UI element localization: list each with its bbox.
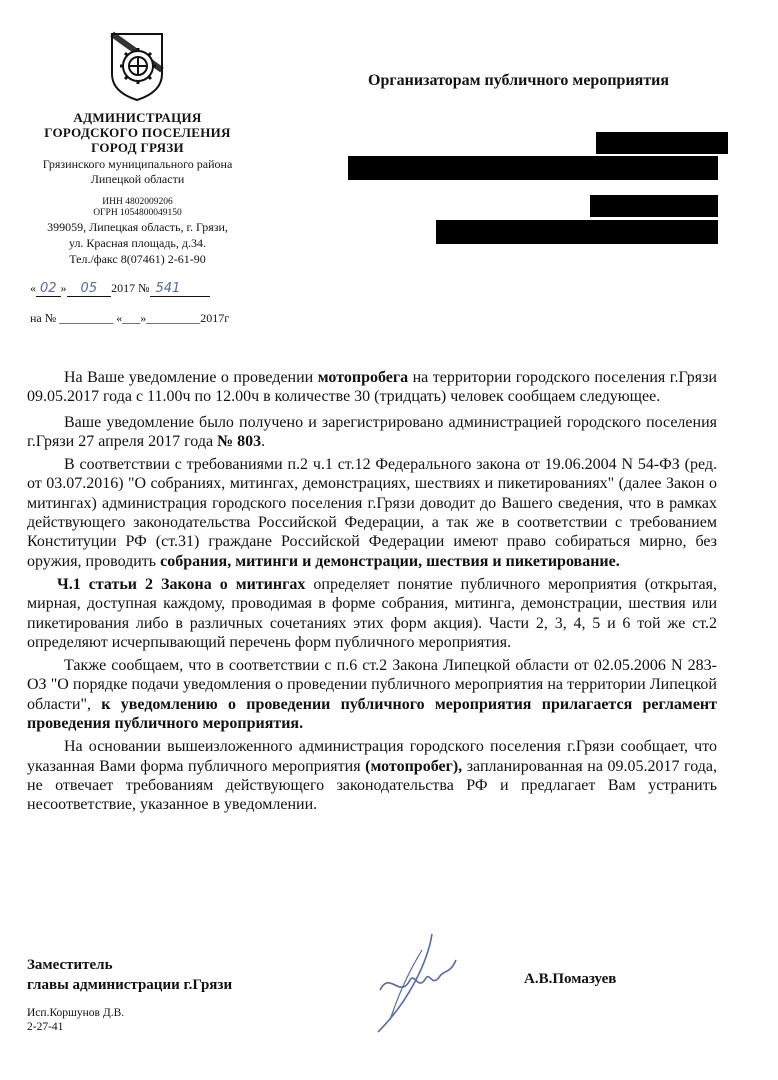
- reply-reference-line: на № _________ «___»_________2017г: [30, 311, 230, 325]
- paragraph-1: [27, 368, 717, 407]
- paragraph-5: [27, 656, 717, 733]
- p5-text-a: Также сообщаем, что в соответствии с п.6 ст.2 Закона Липецкой области от 02.05.2006 N 283-ОЗ "О порядке подачи уведомления о проведении публичного мероприятия на территории Липецкой области",: [27, 657, 717, 713]
- signatory-name: А.В.Помазуев: [524, 971, 617, 987]
- p4-bold: Ч.1 статьи 2 Закона о митингах: [57, 575, 306, 593]
- executor-name: Исп.Коршунов Д.В.: [27, 1007, 125, 1019]
- p6-text-c: запланированная на 09.05.2017 года, не отвечает требованиям действующего законодательства РФ и предлагает Вам устранить несоответствие, указанное в уведомлении.: [27, 757, 717, 814]
- district-line1: Грязинского муниципального района: [42, 157, 233, 171]
- signatory-title: [27, 955, 232, 995]
- district-line2: Липецкой области: [90, 172, 185, 186]
- p3-text-a: В соответствии с требованиями п.2 ч.1 ст.12 Федерального закона от 19.06.2004 N 54-ФЗ (ред. от 03.07.2016) "О собраниях, митингах, демонстрациях, шествиях и пикетированиях" (далее Закон о митингах) администрация городского поселения г.Грязи доводит до Вашего сведения, что в рамках действующего законодательства Российской Федерации, а так же в соответствии с требованием Конституции РФ (ст.31) граждане Российской Федерации имеют право собираться мирно, без оружия, проводить: [27, 456, 717, 570]
- p1-bold: мотопробега: [317, 369, 409, 386]
- p3-bold: собрания, митинги и демонстрации, шествия и пикетирование.: [160, 552, 620, 570]
- addressee: Организаторам публичного мероприятия: [368, 72, 670, 89]
- p1-text-c: на территории городского поселения г.Грязи 09.05.2017 года с 11.00ч по 12.00ч в количестве 30 (тридцать) человек сообщаем следующее.: [27, 369, 717, 406]
- paragraph-4: [27, 575, 717, 652]
- letter-body: [27, 368, 717, 815]
- address-line2: ул. Красная площадь, д.34.: [68, 236, 207, 250]
- registration-number-handwritten: 541: [150, 281, 211, 297]
- date-open-quote: «: [30, 281, 36, 295]
- year-number-label: 2017 №: [111, 281, 150, 295]
- registration-date-line: [30, 281, 210, 296]
- org-name-line2: ГОРОДСКОГО ПОСЕЛЕНИЯ: [44, 125, 231, 140]
- organization-header: [10, 110, 265, 267]
- phone: Тел./факс 8(07461) 2-61-90: [69, 252, 206, 266]
- p4-text-b: определяет понятие публичного мероприятия (открытая, мирная, доступная каждому, проводимая в форме собрания, митинга, демонстрации, шествия или пикетирования либо в различных сочетаниях этих форм акция). Части 2, 3, 4, 5 и 6 той же ст.2 определяют исчерпывающий перечень форм публичного мероприятия.: [27, 575, 718, 651]
- paragraph-6: [27, 737, 717, 814]
- date-close-quote: »: [60, 281, 67, 295]
- p2-bold: № 803: [217, 432, 262, 450]
- handwritten-signature: [370, 930, 470, 1040]
- signatory-title-line1: Заместитель: [27, 957, 113, 973]
- p6-bold: (мотопробег),: [365, 757, 463, 775]
- org-name-line3: ГОРОД ГРЯЗИ: [91, 140, 184, 155]
- paragraph-2: [27, 413, 717, 452]
- paragraph-3: [27, 455, 717, 571]
- p2-text-a: Ваше уведомление было получено и зарегистрировано администрацией городского поселения г.Грязи 27 апреля 2017 года: [27, 413, 717, 450]
- date-day-handwritten: 02: [36, 281, 61, 297]
- address-line1: 399059, Липецкая область, г. Грязи,: [47, 220, 228, 234]
- org-name-line1: АДМИНИСТРАЦИЯ: [73, 110, 202, 125]
- p6-text-a: На основании вышеизложенного администрация городского поселения г.Грязи сообщает, что указанная Вами форма публичного мероприятия: [27, 738, 717, 775]
- redacted-block-3: [590, 195, 718, 217]
- date-month-handwritten: 05: [67, 281, 112, 297]
- executor-phone: 2-27-41: [27, 1021, 64, 1033]
- redacted-block-2: [348, 156, 718, 180]
- redacted-block-1: [596, 132, 728, 154]
- redacted-block-4: [436, 220, 718, 244]
- ogrn: ОГРН 1054800049150: [93, 208, 182, 218]
- p5-bold: к уведомлению о проведении публичного мероприятия прилагается регламент проведения публичного мероприятия.: [27, 695, 718, 733]
- inn: ИНН 4802009206: [102, 197, 173, 207]
- p2-text-c: .: [261, 432, 266, 450]
- p1-text-a: На Ваше уведомление о проведении: [64, 369, 318, 386]
- coat-of-arms-emblem: [108, 30, 166, 102]
- executor-info: [27, 1006, 124, 1034]
- signatory-title-line2: главы администрации г.Грязи: [27, 977, 233, 993]
